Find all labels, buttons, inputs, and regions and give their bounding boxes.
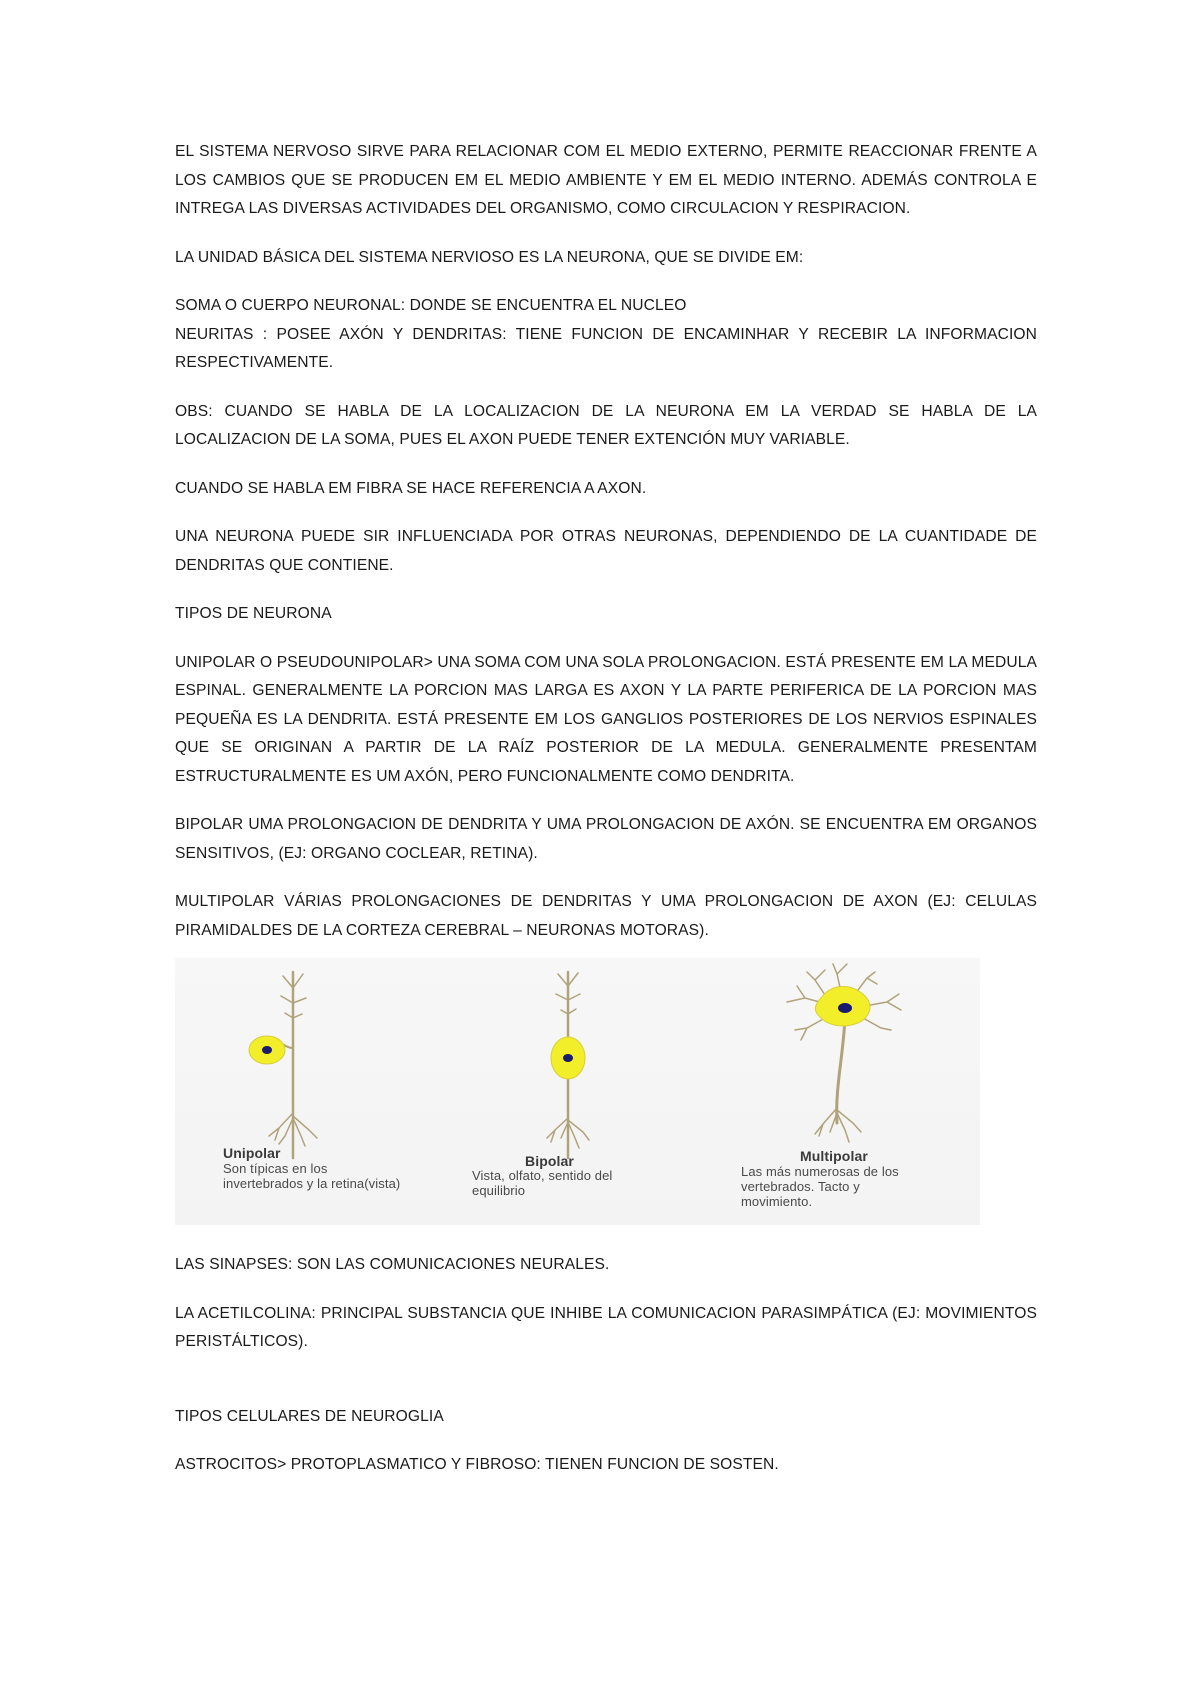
bipolar-title: Bipolar xyxy=(525,1153,574,1169)
heading-tipos-celulares-neuroglia: TIPOS CELULARES DE NEUROGLIA xyxy=(175,1407,444,1425)
unipolar-title: Unipolar xyxy=(223,1145,281,1161)
paragraph-acetilcolina: LA ACETILCOLINA: PRINCIPAL SUBSTANCIA QUE INHIBE LA COMUNICACION PARASIMPÁTICA (EJ: MOVIMIENTOS PERISTÁLTICOS). xyxy=(175,1304,1037,1350)
paragraph-neuritas: NEURITAS : POSEE AXÓN Y DENDRITAS: TIENE FUNCION DE ENCAMINHAR Y RECEBIR LA INFORMACION RESPECTIVAMENTE. xyxy=(175,325,1037,371)
paragraph-astrocitos: ASTROCITOS> PROTOPLASMATICO Y FIBROSO: TIENEN FUNCION DE SOSTEN. xyxy=(175,1456,779,1473)
paragraph-multipolar: MULTIPOLAR VÁRIAS PROLONGACIONES DE DENDRITAS Y UMA PROLONGACION DE AXON (EJ: CELULAS PIRAMIDALDES DE LA CORTEZA CEREBRAL – NEURONAS MOTORAS). xyxy=(175,893,1037,939)
paragraph-soma: SOMA O CUERPO NEURONAL: DONDE SE ENCUENTRA EL NUCLEO xyxy=(175,297,687,314)
unipolar-description: Son típicas en los invertebrados y la retina(vista) xyxy=(223,1161,401,1191)
neuron-types-figure xyxy=(175,958,980,1225)
paragraph-unipolar: UNIPOLAR O PSEUDOUNIPOLAR> UNA SOMA COM UNA SOLA PROLONGACION. ESTÁ PRESENTE EM LA MEDULA ESPINAL. GENERALMENTE LA PORCION MAS LARGA ES AXON Y LA PARTE PERIFERICA DE LA PORCION MAS PEQUEÑA ES LA DENDRITA. ESTÁ PRESENTE EM LOS GANGLIOS POSTERIORES DE LOS NERVIOS ESPINALES QUE SE ORIGINAN A PARTIR DE LA RAÍZ POSTERIOR DE LA MEDULA. GENERALMENTE PRESENTAM ESTRUCTURALMENTE ES UM AXÓN, PERO FUNCIONALMENTE COMO DENDRITA. xyxy=(175,653,1037,785)
document-page xyxy=(175,138,1037,1480)
paragraph-bipolar: BIPOLAR UMA PROLONGACION DE DENDRITA Y UMA PROLONGACION DE AXÓN. SE ENCUENTRA EM ORGANOS SENSITIVOS, (EJ: ORGANO COCLEAR, RETINA). xyxy=(175,816,1037,862)
paragraph-intro: EL SISTEMA NERVOSO SIRVE PARA RELACIONAR COM EL MEDIO EXTERNO, PERMITE REACCIONAR FRENTE A LOS CAMBIOS QUE SE PRODUCEN EM EL MEDIO AMBIENTE Y EM EL MEDIO INTERNO. ADEMÁS CONTROLA E INTREGA LAS DIVERSAS ACTIVIDADES DEL ORGANISMO, COMO CIRCULACION Y RESPIRACION. xyxy=(175,143,1037,217)
paragraph-influencia: UNA NEURONA PUEDE SIR INFLUENCIADA POR OTRAS NEURONAS, DEPENDIENDO DE LA CUANTIDADE DE DENDRITAS QUE CONTIENE. xyxy=(175,528,1037,574)
paragraph-sinapses: LAS SINAPSES: SON LAS COMUNICACIONES NEURALES. xyxy=(175,1256,610,1273)
heading-tipos-de-neurona: TIPOS DE NEURONA xyxy=(175,605,332,622)
paragraph-fibra: CUANDO SE HABLA EM FIBRA SE HACE REFERENCIA A AXON. xyxy=(175,479,647,497)
bipolar-description: Vista, olfato, sentido del equilibrio xyxy=(472,1168,613,1198)
paragraph-obs: OBS: CUANDO SE HABLA DE LA LOCALIZACION DE LA NEURONA EM LA VERDAD SE HABLA DE LA LOCALIZACION DE LA SOMA, PUES EL AXON PUEDE TENER EXTENCIÓN MUY VARIABLE. xyxy=(175,402,1037,448)
unipolar-neuron-icon xyxy=(249,972,317,1158)
bipolar-neuron-icon xyxy=(547,972,589,1158)
multipolar-description: Las más numerosas de los vertebrados. Tacto y movimiento. xyxy=(741,1164,899,1209)
paragraph-unidad-basica: LA UNIDAD BÁSICA DEL SISTEMA NERVIOSO ES LA NEURONA, QUE SE DIVIDE EM: xyxy=(175,248,804,266)
multipolar-title: Multipolar xyxy=(800,1148,868,1164)
multipolar-neuron-icon xyxy=(787,964,901,1142)
